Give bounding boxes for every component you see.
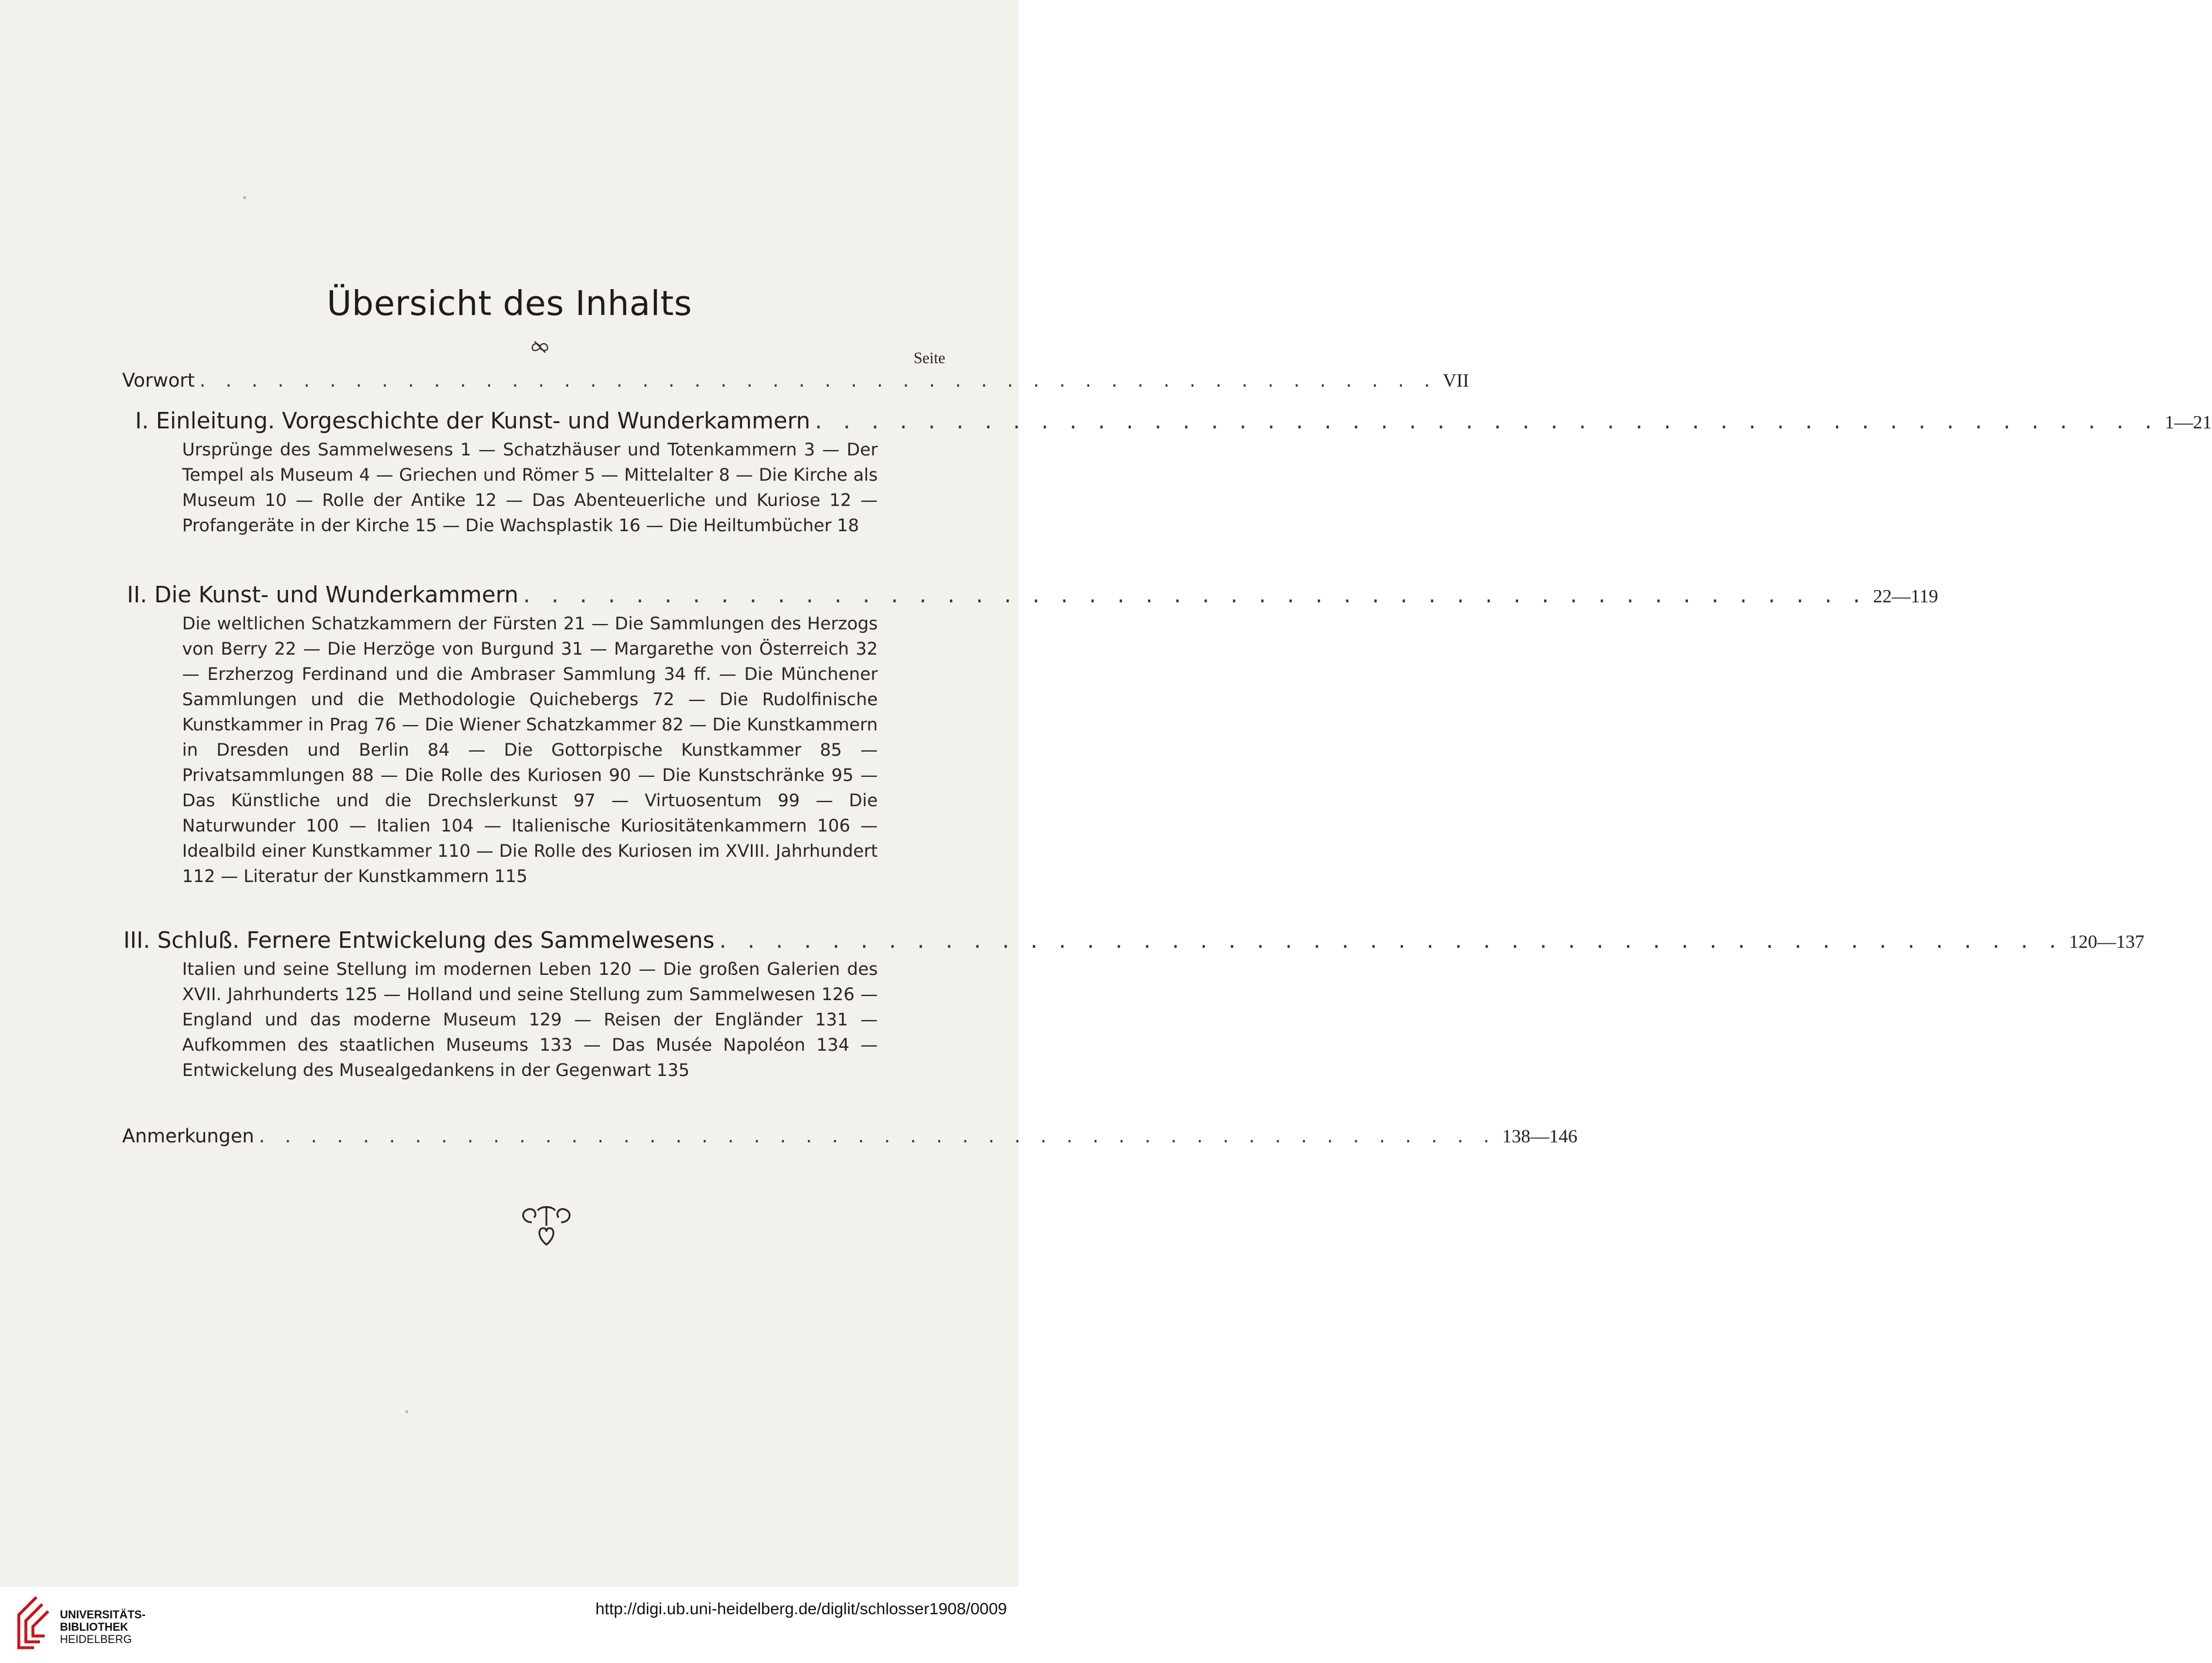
toc-entry-chapter-1: [122, 408, 2212, 538]
library-name-line-3: HEIDELBERG: [60, 1634, 132, 1646]
toc-chapter-summary: Die weltlichen Schatzkammern der Fürsten 21 — Die Sammlungen des Herzogs von Berry 22 — Die Herzöge von Burgund 31 — Margarethe von Österreich 32 — Erzherzog Ferdinand und die Ambraser Sammlung 34 ff. — Die Münchener Sammlungen und die Methodologie Quichebergs 72 — Die Rudolfinische Kunstkammer in Prag 76 — Die Wiener Schatzkammer 82 — Die Kunstkammern in Dresden und Berlin 84 — Die Gottorpische Kunstkammer 85 — Privatsammlungen 88 — Die Rolle des Kuriosen 90 — Die Kunstschränke 95 — Das Künstliche und die Drechslerkunst 97 — Virtuosentum 99 — Die Naturwunder 100 — Italien 104 — Italienische Kuriositätenkammern 106 — Idealbild einer Kunstkammer 110 — Die Rolle des Kuriosen im XVIII. Jahrhundert 112 — Literatur der Kunstkammern 115: [182, 613, 878, 886]
vignette-ornament-icon: [514, 1202, 579, 1247]
toc-entry-chapter-3: [122, 927, 2144, 1083]
toc-page-range: 120—137: [2069, 931, 2144, 952]
toc-heading: II. Die Kunst- und Wunderkammern: [127, 582, 519, 608]
toc-heading: Anmerkungen: [122, 1125, 254, 1147]
page-column-label: Seite: [914, 349, 945, 367]
dot-leader: . . . . . . . . . . . . . . . . . . . . . . . . . . . . . . . . . . . . . . . . . . . . . . . .: [199, 369, 1437, 391]
toc-heading: III. Schluß. Fernere Entwickelung des Sammelwesens: [123, 927, 715, 953]
toc-chapter-summary: Italien und seine Stellung im modernen Leben 120 — Die großen Galerien des XVII. Jahrhunderts 125 — Holland und seine Stellung zum Sammelwesen 126 — England und das moderne Museum 129 — Reisen der Engländer 131 — Aufkommen des staatlichen Museums 133 — Das Musée Napoléon 134 — Entwickelung des Musealgedankens in der Gegenwart 135: [182, 959, 878, 1080]
toc-entry-vorwort: [122, 369, 1469, 391]
toc-entry-anmerkungen: [122, 1125, 1577, 1147]
source-url-link[interactable]: http://digi.ub.uni-heidelberg.de/diglit/schlosser1908/0009: [595, 1600, 1007, 1618]
dot-leader: . . . . . . . . . . . . . . . . . . . . . . . . . . . . . . . . . . . . . . . . . . . . . . . .: [259, 1125, 1496, 1147]
toc-page-range: VII: [1442, 370, 1469, 391]
toc-page-range: 22—119: [1873, 585, 1938, 606]
toc-chapter-summary: Ursprünge des Sammelwesens 1 — Schatzhäuser und Totenkammern 3 — Der Tempel als Museum 4 — Griechen und Römer 5 — Mittelalter 8 — Die Kirche als Museum 10 — Rolle der Antike 12 — Das Abenteuerliche und Kuriose 12 — Profangeräte in der Kirche 15 — Die Wachsplastik 16 — Die Heiltumbücher 18: [182, 440, 878, 535]
dot-leader: . . . . . . . . . . . . . . . . . . . . . . . . . . . . . . . . . . . . . . . . . . . . . . . .: [815, 408, 2159, 434]
library-logo-icon: [7, 1591, 54, 1656]
dot-leader: . . . . . . . . . . . . . . . . . . . . . . . . . . . . . . . . . . . . . . . . . . . . . . . .: [719, 927, 2063, 953]
viewer-footer: [0, 1587, 1019, 1663]
toc-heading: I. Einleitung. Vorgeschichte der Kunst- und Wunderkammern: [135, 408, 811, 434]
page-title: Übersicht des Inhalts: [327, 283, 692, 323]
library-name-line-2: BIBLIOTHEK: [60, 1621, 129, 1634]
paper-speck: [405, 1410, 408, 1413]
toc-page-range: 138—146: [1502, 1125, 1577, 1146]
library-name-line-1: UNIVERSITÄTS-: [60, 1609, 146, 1621]
dot-leader: . . . . . . . . . . . . . . . . . . . . . . . . . . . . . . . . . . . . . . . . . . . . . . . .: [523, 582, 1867, 608]
library-name: [60, 1609, 146, 1646]
paper-speck: [243, 196, 246, 199]
toc-heading: Vorwort: [122, 369, 195, 391]
fleuron-ornament-icon: [530, 340, 550, 354]
toc-page-range: 1—21: [2164, 411, 2212, 432]
toc-entry-chapter-2: [122, 582, 1938, 889]
